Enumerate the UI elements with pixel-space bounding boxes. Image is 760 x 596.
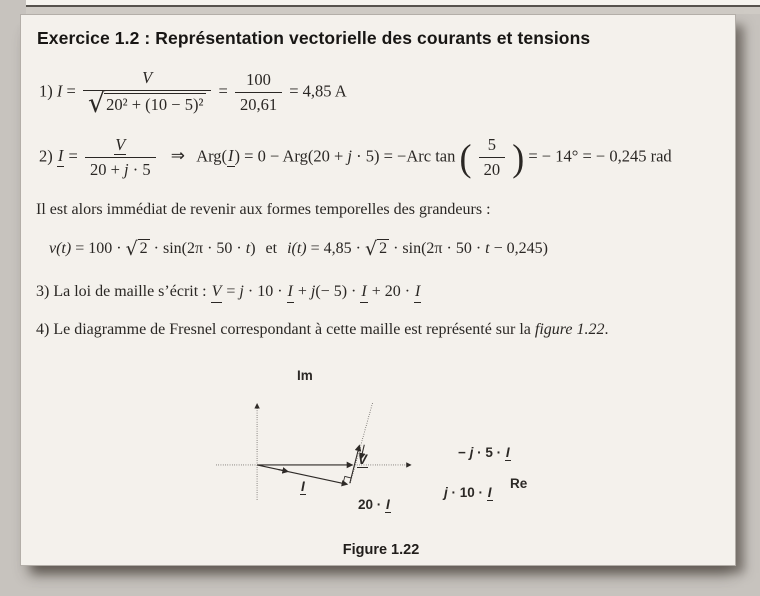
connector-et: et [265,240,278,257]
eq2-number: 2) [39,146,53,166]
v-of-t: v(t) [49,240,72,257]
figure-reference: figure 1.22 [534,321,605,338]
re-axis-label: Re [510,476,528,491]
eq1-fraction-1: V √ 20² + (10 − 5)² [83,68,211,117]
equation-3: 3) La loi de maille s’écrit : V = j · 10 · I + j(− 5) · I + 20 · I [36,283,421,303]
eq1-equals-2: = [218,81,228,101]
document-page [20,14,736,566]
eq3-v-phasor: V [211,284,223,303]
v-vector-label: V [358,452,368,467]
eq3-i-phasor-1: I [287,284,294,303]
20i-label: 20 · I [358,497,390,512]
eq2-arctan-fraction: $\frac{5}{20}$ [479,135,506,180]
eq1-radicand: 20² + (10 − 5)² [104,93,206,115]
eq2-equals: = [68,146,78,166]
eq1-result: = 4,85 A [289,81,347,101]
radical-sign-small-2: √ [364,238,378,260]
eq3-i-phasor-2: I [360,284,367,303]
eq2-fraction: $\frac{V}{20 + j \cdot 5}$ [85,135,156,180]
temporal-equations: v(t) = 100 · √ 2 · sin(2π · 50 · t) et i(t) = 4,85 · √ 2 · sin(2π · 50 · t − 0,245) [49,238,548,260]
reactance-direction-line [350,403,372,482]
implies-arrow: ⇒ [170,146,185,167]
figure-caption: Figure 1.22 [342,542,420,558]
eq1-lhs: I [56,81,63,101]
eq3-number: 3) [36,283,50,300]
eq2-lhs-phasor: I [57,146,64,166]
page-title: Exercice 1.2 : Représentation vectorielle des courants et tensions [37,28,591,48]
equation-1 [39,68,347,117]
eq3-text: La loi de maille s’écrit : [53,283,207,300]
intro-paragraph: Il est alors immédiat de revenir aux formes temporelles des grandeurs : [36,201,491,218]
eq1-fraction-2: $\frac{100}{20,61}$ [235,70,282,115]
j10i-label: j · 10 · I [444,485,492,500]
i-vector-label: I [301,479,305,494]
minus-j5i-label: − j · 5 · I [458,445,510,460]
eq3-i-phasor-3: I [414,284,421,303]
eq1-number: 1) [39,81,53,101]
i-vector-arrowhead [279,470,288,472]
eq2-arctan: · 5) = −Arc tan [352,146,456,166]
item-4: 4) Le diagramme de Fresnel correspondant à cette maille est représenté sur la figure 1.22. [36,321,609,338]
im-axis-label: Im [297,368,313,383]
radical-sign-small: √ [125,238,138,260]
i-of-t: i(t) [287,240,307,257]
equation-2: 2) I = $\frac{V}{20 + j \cdot 5}$ ⇒ Arg(I) = 0 − Arg(20 + j · 5) = −Arc tan ( $\frac{5}{20}$ ) = − 14° = − 0,245 rad [39,135,672,180]
eq2-arg-open: Arg( [196,146,228,166]
eq2-arg-phasor: I [228,146,234,166]
eq2-result: = − 14° = − 0,245 rad [528,146,672,166]
page-gap [26,7,760,14]
eq2-j: j [347,146,352,166]
eq2-arg-body: ) = 0 − Arg(20 + [234,146,348,166]
radical-sign: √ [87,88,106,119]
eq1-equals: = [66,81,76,101]
